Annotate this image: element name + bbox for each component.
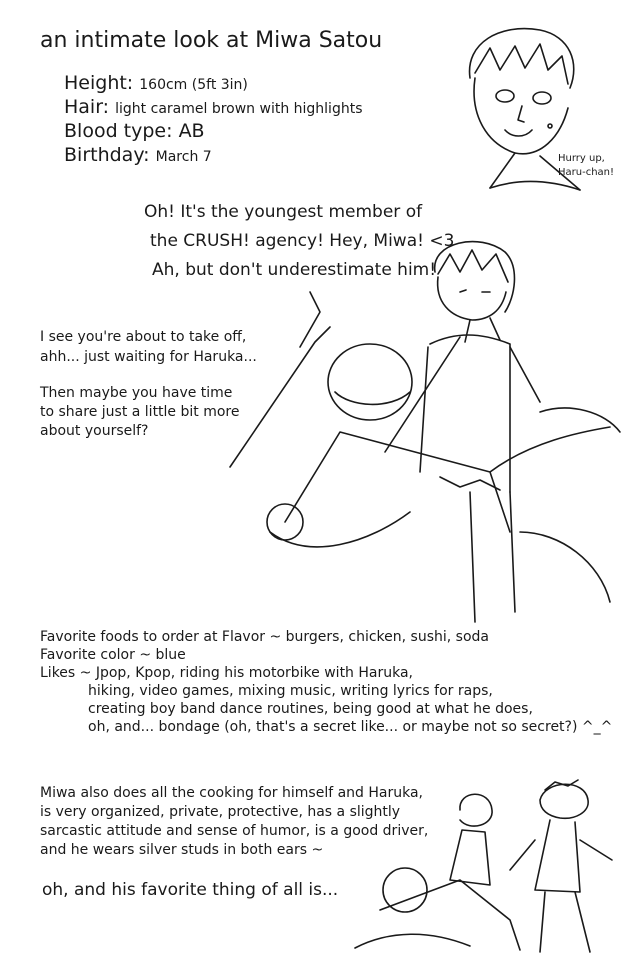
likes-line-1: Likes ~ Jpop, Kpop, riding his motorbike with Haruka, [40, 665, 414, 681]
birthday-value: March 7 [155, 149, 212, 165]
intro-line-3: Ah, but don't underestimate him! [152, 260, 437, 280]
closing-line: oh, and his favorite thing of all is... [42, 880, 339, 900]
favorite-color: Favorite color ~ blue [40, 647, 186, 663]
blood-type-label: Blood type: [64, 120, 173, 142]
hair-label: Hair: [64, 96, 110, 118]
question-line-5: about yourself? [40, 423, 149, 439]
question-line-4: to share just a little bit more [40, 404, 240, 420]
intro-line-1: Oh! It's the youngest member of [144, 202, 423, 222]
height-value: 160cm (5ft 3in) [139, 77, 248, 93]
birthday-label: Birthday: [64, 144, 150, 166]
likes-line-3: creating boy band dance routines, being good at what he does, [88, 701, 533, 717]
about-line-4: and he wears silver studs in both ears ~ [40, 842, 324, 858]
hair-row [64, 98, 363, 117]
favorite-foods: Favorite foods to order at Flavor ~ burgers, chicken, sushi, soda [40, 629, 489, 645]
miwa-and-haruka-sketch [350, 770, 632, 954]
birthday-row [64, 146, 212, 165]
likes-line-4: oh, and... bondage (oh, that's a secret like... or maybe not so secret?) ^_^ [88, 719, 613, 735]
hair-value: light caramel brown with highlights [115, 101, 363, 117]
about-line-2: is very organized, private, protective, has a slightly [40, 804, 401, 820]
motorbike-rider-sketch [210, 232, 625, 624]
about-line-3: sarcastic attitude and sense of humor, is a good driver, [40, 823, 429, 839]
page-title: an intimate look at Miwa Satou [40, 28, 383, 53]
question-line-2: ahh... just waiting for Haruka... [40, 349, 257, 365]
height-label: Height: [64, 72, 134, 94]
blood-type-value: AB [178, 120, 205, 142]
question-line-3: Then maybe you have time [40, 385, 233, 401]
speech-bubble: Hurry up, Haru-chan! [558, 153, 615, 178]
question-line-1: I see you're about to take off, [40, 329, 247, 345]
blood-type-row [64, 122, 205, 141]
height-row [64, 74, 248, 93]
intro-line-2: the CRUSH! agency! Hey, Miwa! <3 [150, 231, 455, 251]
likes-line-2: hiking, video games, mixing music, writing lyrics for raps, [88, 683, 493, 699]
about-line-1: Miwa also does all the cooking for himself and Haruka, [40, 785, 423, 801]
